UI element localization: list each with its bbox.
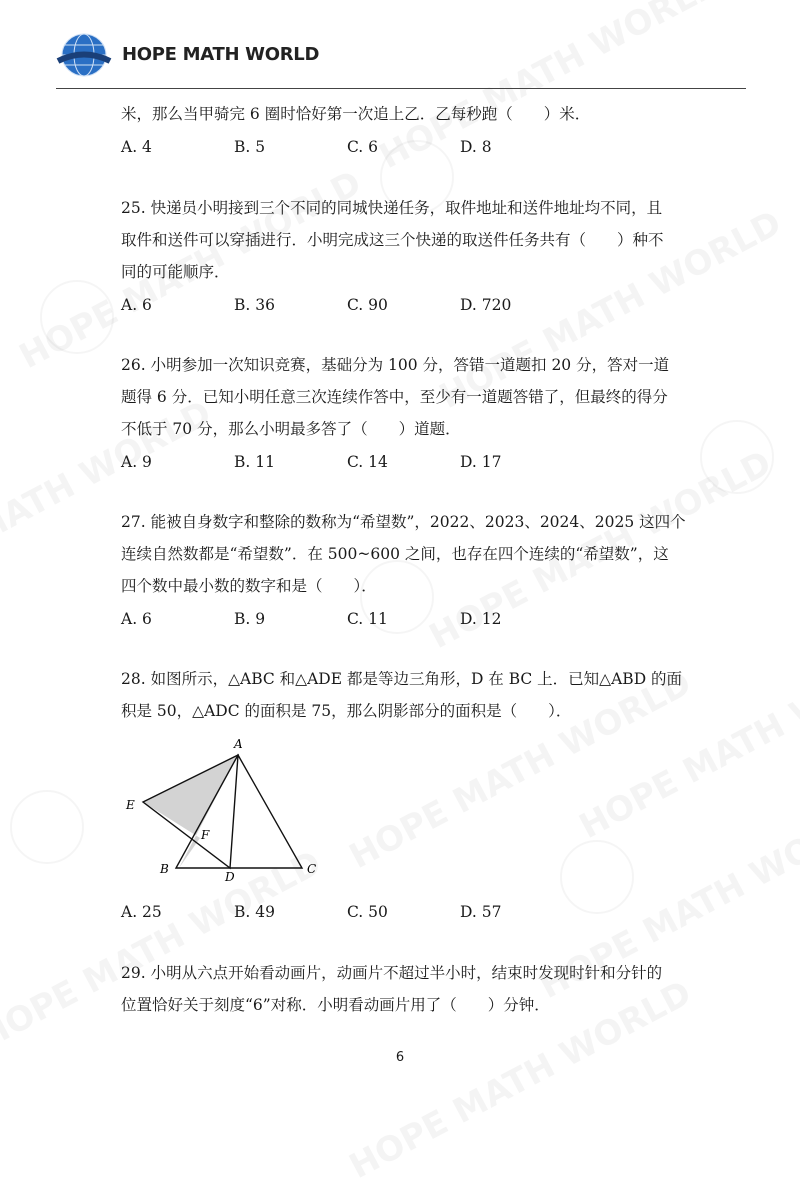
q25-options: [121, 296, 681, 316]
watermark-globe-icon: [10, 790, 84, 864]
q28-options: [121, 903, 681, 923]
option-a: A. 9: [121, 453, 152, 471]
watermark-globe-icon: [700, 420, 774, 494]
option-b: B. 36: [234, 296, 275, 314]
label-c: C: [307, 862, 317, 876]
q29-line-2: 位置恰好关于刻度“6”对称．小明看动画片用了（ ）分钟．: [121, 996, 550, 1014]
option-d: D. 17: [460, 453, 502, 471]
option-c: C. 14: [347, 453, 388, 471]
label-d: D: [225, 870, 235, 884]
option-a: A. 25: [121, 903, 162, 921]
q27-line-1: 27. 能被自身数字和整除的数称为“希望数”，2022、2023、2024、2025 这四个: [121, 513, 686, 531]
globe-logo-icon: [56, 30, 112, 80]
q26-line-2: 题得 6 分．已知小明任意三次连续作答中，至少有一道题答错了，但最终的得分: [121, 388, 668, 406]
q25-line-1: 25. 快递员小明接到三个不同的同城快递任务，取件地址和送件地址均不同，且: [121, 199, 663, 217]
q24-options: [121, 138, 681, 158]
label-e: E: [126, 798, 135, 812]
option-d: D. 12: [460, 610, 502, 628]
q25-line-3: 同的可能顺序．: [121, 263, 230, 281]
logo-text: HOPE MATH WORLD: [122, 44, 320, 65]
q24-line-1: 米，那么当甲骑完 6 圈时恰好第一次追上乙．乙每秒跑（ ）米．: [121, 105, 591, 123]
page-header: [56, 28, 746, 84]
option-c: C. 6: [347, 138, 379, 156]
q28-line-2: 积是 50，△ADC 的面积是 75，那么阴影部分的面积是（ ）．: [121, 702, 572, 720]
option-b: B. 11: [234, 453, 275, 471]
watermark-globe-icon: [40, 280, 114, 354]
option-d: D. 8: [460, 138, 492, 156]
option-a: A. 6: [121, 610, 152, 628]
option-a: A. 4: [121, 138, 152, 156]
option-c: C. 50: [347, 903, 388, 921]
label-b: B: [160, 862, 169, 876]
option-c: C. 90: [347, 296, 388, 314]
shaded-region: [143, 755, 238, 868]
header-divider: [56, 88, 746, 89]
q27-options: [121, 610, 681, 630]
option-d: D. 57: [460, 903, 502, 921]
q27-line-2: 连续自然数都是“希望数”．在 500~600 之间，也存在四个连续的“希望数”，这: [121, 545, 669, 563]
option-b: B. 5: [234, 138, 266, 156]
page-number: 6: [395, 1050, 405, 1065]
label-f: F: [201, 828, 210, 842]
option-d: D. 720: [460, 296, 512, 314]
q26-line-3: 不低于 70 分，那么小明最多答了（ ）道题．: [121, 420, 461, 438]
option-c: C. 11: [347, 610, 388, 628]
watermark: [573, 633, 800, 847]
option-b: B. 49: [234, 903, 275, 921]
q26-options: [121, 453, 681, 473]
watermark: [343, 663, 698, 877]
q27-line-3: 四个数中最小数的数字和是（ ）．: [121, 577, 377, 595]
triangle-figure: [110, 730, 340, 890]
q26-line-1: 26. 小明参加一次知识竞赛，基础分为 100 分，答错一道题扣 20 分，答对一道: [121, 356, 670, 374]
q25-line-2: 取件和送件可以穿插进行．小明完成这三个快递的取送件任务共有（ ）种不: [121, 231, 664, 249]
label-a: A: [234, 737, 243, 751]
option-b: B. 9: [234, 610, 266, 628]
q28-line-1: 28. 如图所示，△ABC 和△ADE 都是等边三角形，D 在 BC 上．已知△ABD 的面: [121, 670, 683, 688]
q29-line-1: 29. 小明从六点开始看动画片，动画片不超过半小时，结束时发现时针和分针的: [121, 964, 663, 982]
option-a: A. 6: [121, 296, 152, 314]
